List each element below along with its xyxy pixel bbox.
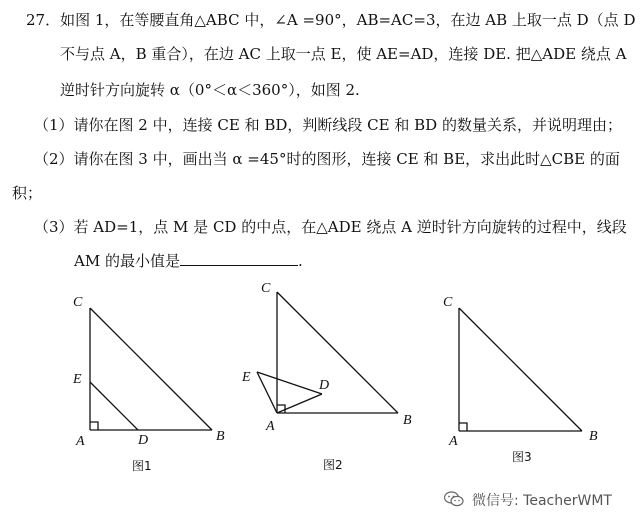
watermark-text: 微信号: TeacherWMT [472, 493, 612, 509]
fig2-caption: 图2 [323, 458, 343, 472]
figure-2-triangle [257, 292, 398, 413]
figure-3-triangle [459, 308, 582, 431]
problem-line-3: 逆时针方向旋转 α（0°＜α＜360°），如图 2. [60, 81, 360, 99]
question-2-cont: 积； [12, 184, 43, 202]
fig1-label-e: E [73, 372, 82, 387]
problem-line-2: 不与点 A，B 重合），在边 AC 上取一点 E，使 AE=AD，连接 DE. 把△ADE 绕点 A [60, 45, 627, 63]
fig3-label-c: C [443, 295, 453, 310]
fig3-label-b: B [589, 429, 598, 444]
fig1-label-d: D [138, 433, 149, 448]
fig3-caption: 图3 [512, 450, 532, 464]
question-3-period: . [297, 252, 303, 270]
fig2-label-e: E [242, 370, 251, 385]
question-1: （1）请你在图 2 中，连接 CE 和 BD，判断线段 CE 和 BD 的数量关系，并说明理由； [34, 116, 622, 134]
fig2-label-a: A [266, 419, 275, 434]
fig2-label-b: B [403, 413, 412, 428]
wechat-icon [444, 491, 464, 507]
fig3-label-a: A [449, 434, 458, 449]
question-3-text: AM 的最小值是 [74, 252, 180, 270]
figure-1-triangle [90, 308, 212, 430]
fig1-label-a: A [76, 434, 85, 449]
fig1-caption: 图1 [132, 459, 152, 473]
fig2-label-c: C [261, 281, 271, 296]
problem-line-1: 27．如图 1，在等腰直角△ABC 中，∠A =90°，AB=AC=3，在边 AB 上取一点 D（点 D [26, 11, 636, 29]
question-3: （3）若 AD=1，点 M 是 CD 的中点，在△ADE 绕点 A 逆时针方向旋转的过程中，线段 [34, 218, 627, 236]
fig2-label-d: D [319, 378, 330, 393]
fig1-label-b: B [216, 429, 225, 444]
fig1-label-c: C [73, 295, 83, 310]
question-2: （2）请你在图 3 中，画出当 α =45°时的图形，连接 CE 和 BE，求出此时△CBE 的面 [34, 150, 620, 168]
